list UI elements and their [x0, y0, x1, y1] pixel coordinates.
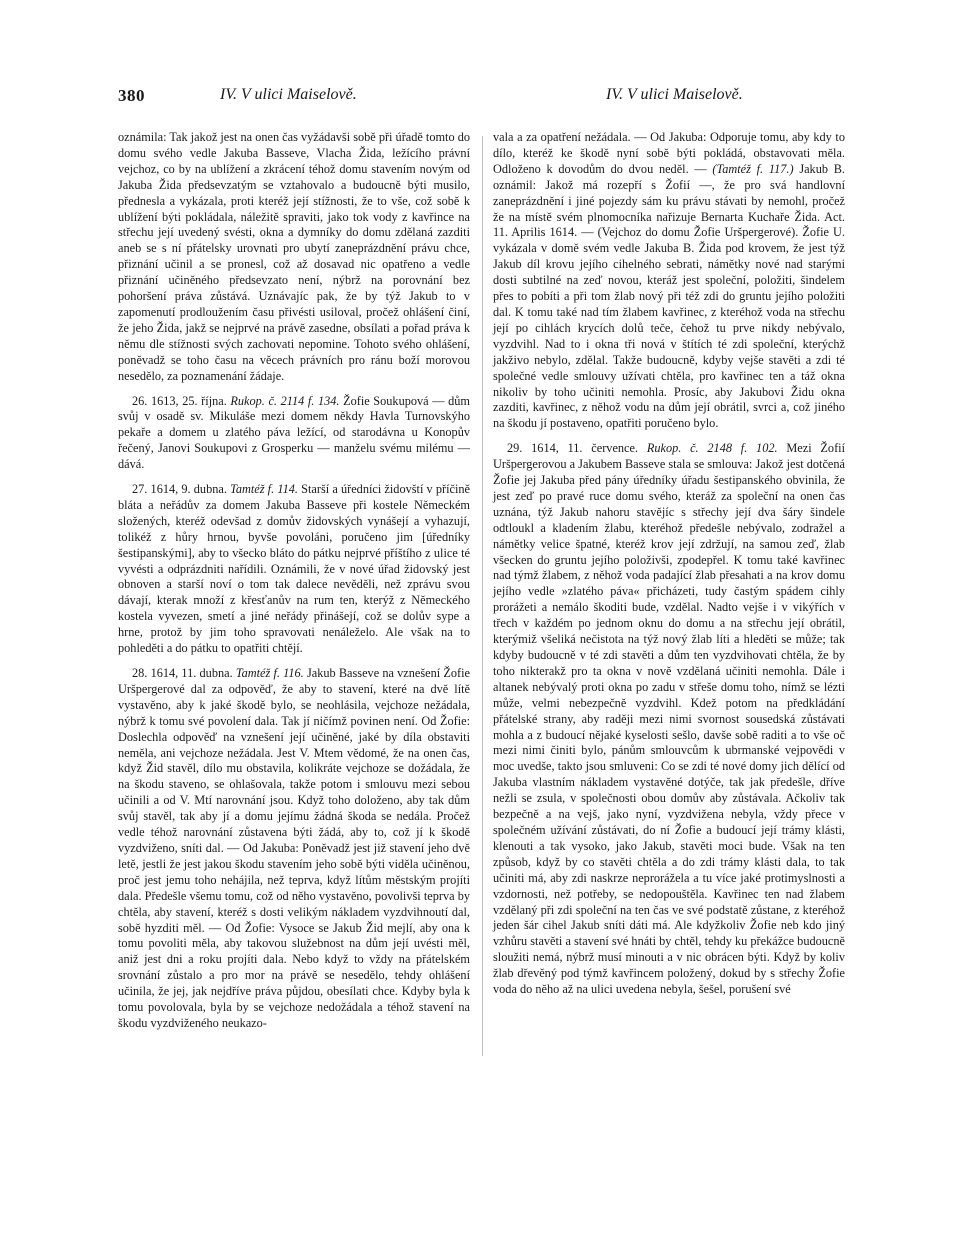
paragraph-text: oznámila: Tak jakož jest na onen čas vyžádavši sobě při úřadě tomto do domu svého vedle Jakuba Basseve, Vlacha Žida, ležícího právní vejchoz, co by na ublížení a zkrácení téhož domu stavením novým od Jakuba Žida předsevzatým se vztahovalo a budoucně býti musilo, přednesla a vykázala, proti kteréž její stížnosti, že to vše, což sobě k ublížení býti pokládala, náležitě spraviti, jako tok vody z kavřince na střechu její uvedený svésti, okna a dymníky do domu zdělaná zazditi aneb se s ní přátelsky urovnati pro ubytí zaneprázdnění právu chce, přiznání učinil a se pronesl, což až dosavad nic opatřeno a vedle přiznání učiněného předsevzato není, nýbrž na porovnání bez pohoršení práva zůstává. Uznávajíc pak, že by týž Jakub to v zapomenutí prodloužením času přivésti usiloval, pročež ohlášení činí, že jeho Žida, jakž se nejprvé na právě zasedne, obsílati a pořad práva k němu dle stížnosti svých zachovati nepomine. Tohoto svého ohlášení, poněvadž se toho času na věcech právních pro ránu boží morovou nesedělo, za poznamenání žádaje.: [118, 130, 470, 383]
entry-heading: 27. 1614, 9. dubna.: [132, 482, 227, 497]
entry-heading: 26. 1613, 25. října.: [132, 393, 227, 408]
paragraph-continuation: [118, 130, 470, 385]
entry-text: Mezi Žofií Uršpergerovou a Jakubem Basseve stala se smlouva: Jakož jest dotčená Žofie jej Jakuba před pány úředníky úřadu šestipanského obvinila, že jest zeď po pravé ruce domu svého, kteráž za společní na onen čas uznána, týž Jakub nahoru stavějíc s střechy její dva šáry šindele odtloukl a kladením žlabu, kteréhož předešle nebývalo, zodražel a námětky velice špatné, kteréž krov její zdržují, na samou zeď, žlab všecken do gruntu jejího položivši, zpodepřel. K tomu také kavřinec nad týmž žlabem, z něhož voda padající žlab přesahati a na krov domu jejího vedle »zlatého páva« přicházeti, tudy častým spádem cihly prorážeti a nemálo škoditi bude, vzdělal. Nadto vejše i v vikýřích v třech v každém po jednom oknu do domu a na střechu její obrátil, kterýmiž všeliká nečistota na týž nový žlab líti a hleděti se může; tak kdyby budoucně v té zdi stavěti a dům ten vyzdvihovati chtěla, že by toho nikterakž pro ta okna v nově vzdělaná učiniti nemohla. Dále i altanek nebývalý proti okna po zadu v střeše domu toho, nímž se lézti může, velmi nebezpečně vyzdvihl. Kdež potom na předkládání přátelské strany, aby raději mezi nimi svornost sousedská zůstávati mohla a z budoucí nějaké kyselosti sešlo, davše sobě raditi a to vše oč mezi nimi činiti bylo, pánům smlouvcům k ubrmanské vejpovědi v moc uvedše, takto jsou smluveni: Co se zdi té nové domy jich dělící od Jakuba vlastním nákladem vystavěné dotýče, tak jak předešle, dříve nežli se zsula, v společnosti obou domův aby zůstávala. Ačkoliv tak bezpečně a na vejš, jako nyní, vyzdvižena nebyla, vždy přece v společném užívání zůstávati, do ní Žofie a budoucí její trámy klásti, klenouti a tak vysoko, jako Jakub, stavěti moci bude. Však na ten způsob, když by co stavěti chtěla a do zdi trámy klásti dala, to tak učiniti má, aby zdi naskrze neprorážela a tu více jaké protimyslnosti a vzdornosti, než potřeby, se nedopouštěla. Kavřinec ten nad žlabem vzdělaný při zdi společní na ten čas ve své podstatě zůstane, z kteréhož jeden šár cihel Jakub sníti dáti má. Ale kdyžkoliv Žofie neb kdo jiný vzhůru stavěti a stavení své hnáti by chtěl, tehdy ku překážce budoucně sloužiti nemá, nýbrž musí minouti a v nic obrácen býti. Když by koliv žlab dřevěný pod týmž kavřincem položený, dokud by s střechy Žofie voda do něho až na ulici uvedena nebyla, šešel, porušení své: [493, 441, 845, 997]
left-column: [118, 130, 470, 1032]
inline-source-ref: (Tamtéž f. 117.): [712, 161, 794, 176]
entry-text: Žofie Soukupová — dům svůj v osadě sv. Mikuláše mezi domem někdy Havla Turnovskýho pekaře a domem u zlatého páva ležící, od starodávna u Konopův řečený, Janovi Soukupovi z Grosperku — manželu svému milému — dává.: [118, 393, 470, 472]
entry-text: Starší a úředníci židovští v příčině bláta a neřádův za domem Jakuba Basseve při kostele Německém složených, kteréž odevšad z domův židovských vynášejí a vyhazují, tolikéž z hůry hrnou, byvše povoláni, poručeno jim [úředníky šestipanskými], aby to všecko bláto do pátku nejprvé příštího z ulice té vyvésti a odprázdniti nařídili. Oznámili, že v nové úřad židovský jest obnoven a starší noví o tom tak dalece nevěděli, než zprávu svou dávají, kterak množí z křesťanův na rum ten, kterýž z Německého kostela vyvezen, smetí a jiné neřády přinášejí, což se dolův sype a hrne, protož by jim toho spravovati nenáleželo. Ale však na to pohleděti a do pátku to opatřiti chtějí.: [118, 482, 471, 656]
entry-28: [118, 666, 470, 1032]
entry-source-ref: Tamtéž f. 114.: [230, 482, 298, 497]
entry-source-ref: Rukop. č. 2148 f. 102.: [646, 441, 778, 456]
page-number: 380: [118, 86, 145, 105]
right-column: [493, 130, 845, 998]
entry-heading: 28. 1614, 11. dubna.: [132, 666, 233, 680]
paragraph-text: Jakub B. oznámil: Jakož má rozepří s Žofií —, že pro svá handlovní zaneprázdnění i jiné pojezdy sám ku právu stávati by nemohl, pročež že na místě svém plnomocníka nařizuje Bernarta Kuchaře Žida. Act. 11. Aprilis 1614. — (Vejchoz do domu Žofie Uršpergerové). Žofie U. vykázala v domě svém vedle Jakuba B. Žida pod krovem, že jest týž Jakub díl krovu jejího cihelného sebrati, námětky nové nad starými dosti subtilné na zeď novou, kteráž jest společní, položiti, šindelem přes to pobíti a při tom žlab nový při též zdi do gruntu jejího položiti dal. K tomu také nad tím žlabem kavřinec, z kteréhož voda na střechu její po cihlách krycích dolů teče, čehož tu prve nikdy nebývalo, vyzdvihl. Nad to i okna tři nová v štítích té zdi společní, kterýchž jakživo nebylo, zdělal. Takže budoucně, kdyby vejše stavěti a zdi té společné vedle smlouvy užívati chtěla, pro kavřinec ten a táž okna nikoliv by toho učiniti nemohla. Prosíc, aby Jakubovi Židu okna zazditi, kavřinec, z něhož vodu na dům její obrátil, svrci a, což jiného na škodu jí postaveno, opatřiti poručeno bylo.: [493, 161, 846, 431]
entry-text: Jakub Basseve na vznešení Žofie Uršpergerové dal za odpověď, že aby to stavení, které na dvě lítě vystavěno, aby k jaké škodě bylo, se neohlásila, vejchoze nežádala, nýbrž k tomu své povolení dala. Tak jí ničímž povinen není. Od Žofie: Doslechla odpověď na vznešení její učiněné, jaké by díla obstaviti neměla, ani vejchoze nežádala. Jest V. Mtem vědomé, že na onen čas, když Žid stavěl, dílo mu obstavila, kolikráte vejchoze se dožádala, že na škodu staveno, se ohlašovala, takže potom i smlouvu mezi sebou učinili a od V. Mtí narovnání jsou. Když toho doloženo, aby tak dům svůj stavěl, tak aby jí a domu jejímu žádná škoda se nedála. Pročež vedle téhož narovnání zůstavena býti žádá, aby to, což jí k škodě vyzdviženo, sníti dal. — Od Jakuba: Poněvadž jest již stavení jeho dvě letě, jestli že jest jakou škodu stavením jeho sobě býti viděla učiněnou, proč jest jemu toho nehájila, než teprva, když lítům městským projíti dala. Předešle všemu tomu, což od něho vystavěno, povolivši teprva by chtěla, aby stavení, kteréž s dosti velikým nákladem vyzdvihnoutí dal, sobě hyzditi měl. — Od Žofie: Vysoce se Jakub Žid mejlí, aby ona k tomu povoliti měla, aby takovou služebnost na dům její uvésti měl, aniž jest dni a roku projíti dala. Nebo když to vždy na přátelském srovnání zůstalo a pro mor na právě se nesedělo, tehdy ohlášení učinila, že jej, jak nejdříve práva půjdou, obesílati chce. Kdyby byla k tomu povolovala, byla by se vejchoze nedožádala a téhož stavení na škodu vyzdviženého neukazo-: [118, 666, 470, 1030]
running-title-right: IV. V ulici Maiselově.: [606, 86, 743, 103]
paragraph-continuation: [493, 130, 845, 432]
column-divider: [482, 136, 483, 1056]
entry-26: [118, 394, 470, 474]
entry-source-ref: Tamtéž f. 116.: [235, 666, 304, 680]
entry-29: [493, 441, 845, 998]
running-title-left: IV. V ulici Maiselově.: [220, 86, 357, 103]
paragraph-text: vala a za opatření nežádala. — Od Jakuba: Odporuje tomu, aby kdy to dílo, kteréž ke škodě nyní sobě býti pokládá, obstavovati měla. Odloženo k dovodům do dvou neděl. —: [493, 130, 845, 176]
entry-source-ref: Rukop. č. 2114 f. 134.: [230, 393, 340, 408]
entry-heading: 29. 1614, 11. července.: [507, 441, 639, 456]
page-header: [118, 86, 852, 112]
entry-27: [118, 482, 470, 657]
